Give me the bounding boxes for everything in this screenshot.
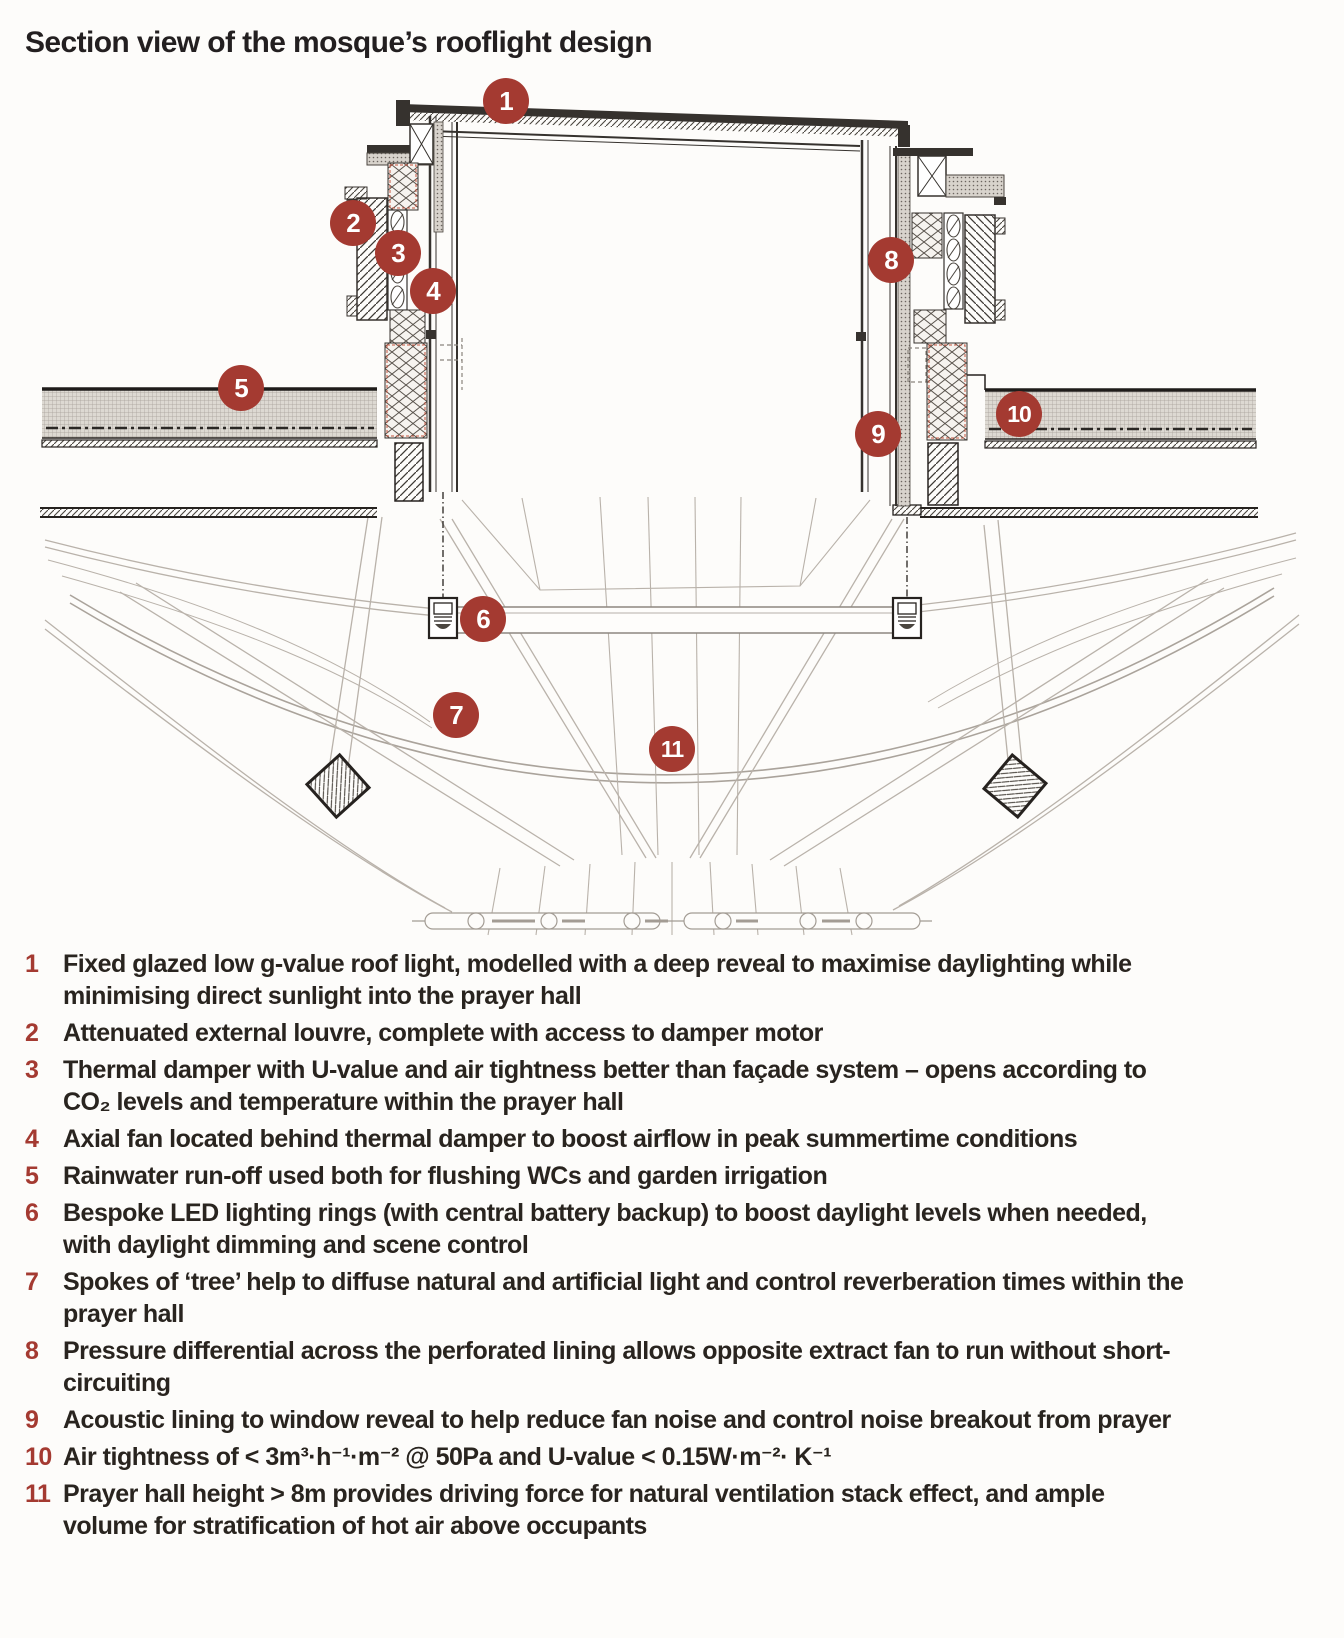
led-bar <box>457 607 893 633</box>
badge-10: 10 <box>996 391 1042 437</box>
legend-item-6 <box>25 1197 1317 1261</box>
legend-text: Bespoke LED lighting rings (with central battery backup) to boost daylight levels when needed, with daylight dimming and scene control <box>63 1199 1147 1259</box>
legend-text: Attenuated external louvre, complete with access to damper motor <box>63 1019 823 1047</box>
badge-11: 11 <box>649 726 695 772</box>
lamp-fixture-right <box>893 598 921 638</box>
badge-3: 3 <box>375 230 421 276</box>
badge-7: 7 <box>433 692 479 738</box>
badge-5: 5 <box>218 365 264 411</box>
legend-item-5 <box>25 1160 1317 1192</box>
legend-item-10 <box>25 1441 1317 1473</box>
legend-text: Air tightness of < 3m³·h⁻¹·m⁻² @ 50Pa and U-value < 0.15W·m⁻²· K⁻¹ <box>63 1443 832 1471</box>
badge-8: 8 <box>868 237 914 283</box>
legend-number: 6 <box>25 1199 39 1227</box>
timber-tree-structure <box>45 497 1299 935</box>
legend-item-9 <box>25 1404 1317 1436</box>
thermal-damper-right <box>944 213 963 309</box>
legend-text: Thermal damper with U-value and air tightness better than façade system – opens according to CO₂ levels and temperature within the prayer hall <box>63 1056 1147 1116</box>
legend-text: Pressure differential across the perforated lining allows opposite extract fan to run without short-circuiting <box>63 1337 1171 1397</box>
acoustic-lining-strip <box>898 150 910 506</box>
legend-text: Prayer hall height > 8m provides driving force for natural ventilation stack effect, and ample volume for stratification of hot air above occupants <box>63 1480 1105 1540</box>
legend-item-11 <box>25 1478 1317 1542</box>
legend-item-8 <box>25 1335 1317 1399</box>
legend-number: 11 <box>25 1480 51 1508</box>
legend-number: 8 <box>25 1337 39 1365</box>
legend-number: 4 <box>25 1125 39 1153</box>
legend-number: 9 <box>25 1406 39 1434</box>
legend-text: Axial fan located behind thermal damper to boost airflow in peak summertime conditions <box>63 1125 1078 1153</box>
badge-4: 4 <box>410 268 456 314</box>
legend-item-1 <box>25 948 1317 1012</box>
legend-number: 3 <box>25 1056 39 1084</box>
lamp-fixture-left <box>429 598 457 638</box>
badge-9: 9 <box>855 411 901 457</box>
legend-number: 10 <box>25 1443 52 1471</box>
legend-text: Acoustic lining to window reveal to help reduce fan noise and control noise breakout from prayer <box>63 1406 1171 1434</box>
badge-2: 2 <box>330 200 376 246</box>
external-louvre-block-right <box>965 215 995 323</box>
legend-item-3 <box>25 1054 1317 1118</box>
page-title: Section view of the mosque’s rooflight design <box>25 26 652 60</box>
legend-item-4 <box>25 1123 1317 1155</box>
legend-text: Fixed glazed low g-value roof light, modelled with a deep reveal to maximise daylighting while minimising direct sunlight into the prayer hall <box>63 950 1132 1010</box>
badge-1: 1 <box>483 78 529 124</box>
pier-left <box>395 443 423 501</box>
legend-number: 1 <box>25 950 39 978</box>
legend-number: 2 <box>25 1019 39 1047</box>
legend-item-2 <box>25 1017 1317 1049</box>
tree-socket-right <box>984 755 1046 817</box>
legend-number: 5 <box>25 1162 39 1190</box>
badge-6: 6 <box>460 596 506 642</box>
ceiling-band-right <box>920 508 1258 517</box>
legend-text: Spokes of ‘tree’ help to diffuse natural and artificial light and control reverberation times within the prayer hall <box>63 1268 1184 1328</box>
tree-socket-left <box>307 755 369 817</box>
roof-slab-left <box>42 389 377 447</box>
legend-number: 7 <box>25 1268 39 1296</box>
legend-text: Rainwater run-off used both for flushing WCs and garden irrigation <box>63 1162 828 1190</box>
legend <box>25 948 1317 1547</box>
rooflight-glazing <box>396 100 910 151</box>
legend-item-7 <box>25 1266 1317 1330</box>
ceiling-band-left <box>40 508 377 517</box>
